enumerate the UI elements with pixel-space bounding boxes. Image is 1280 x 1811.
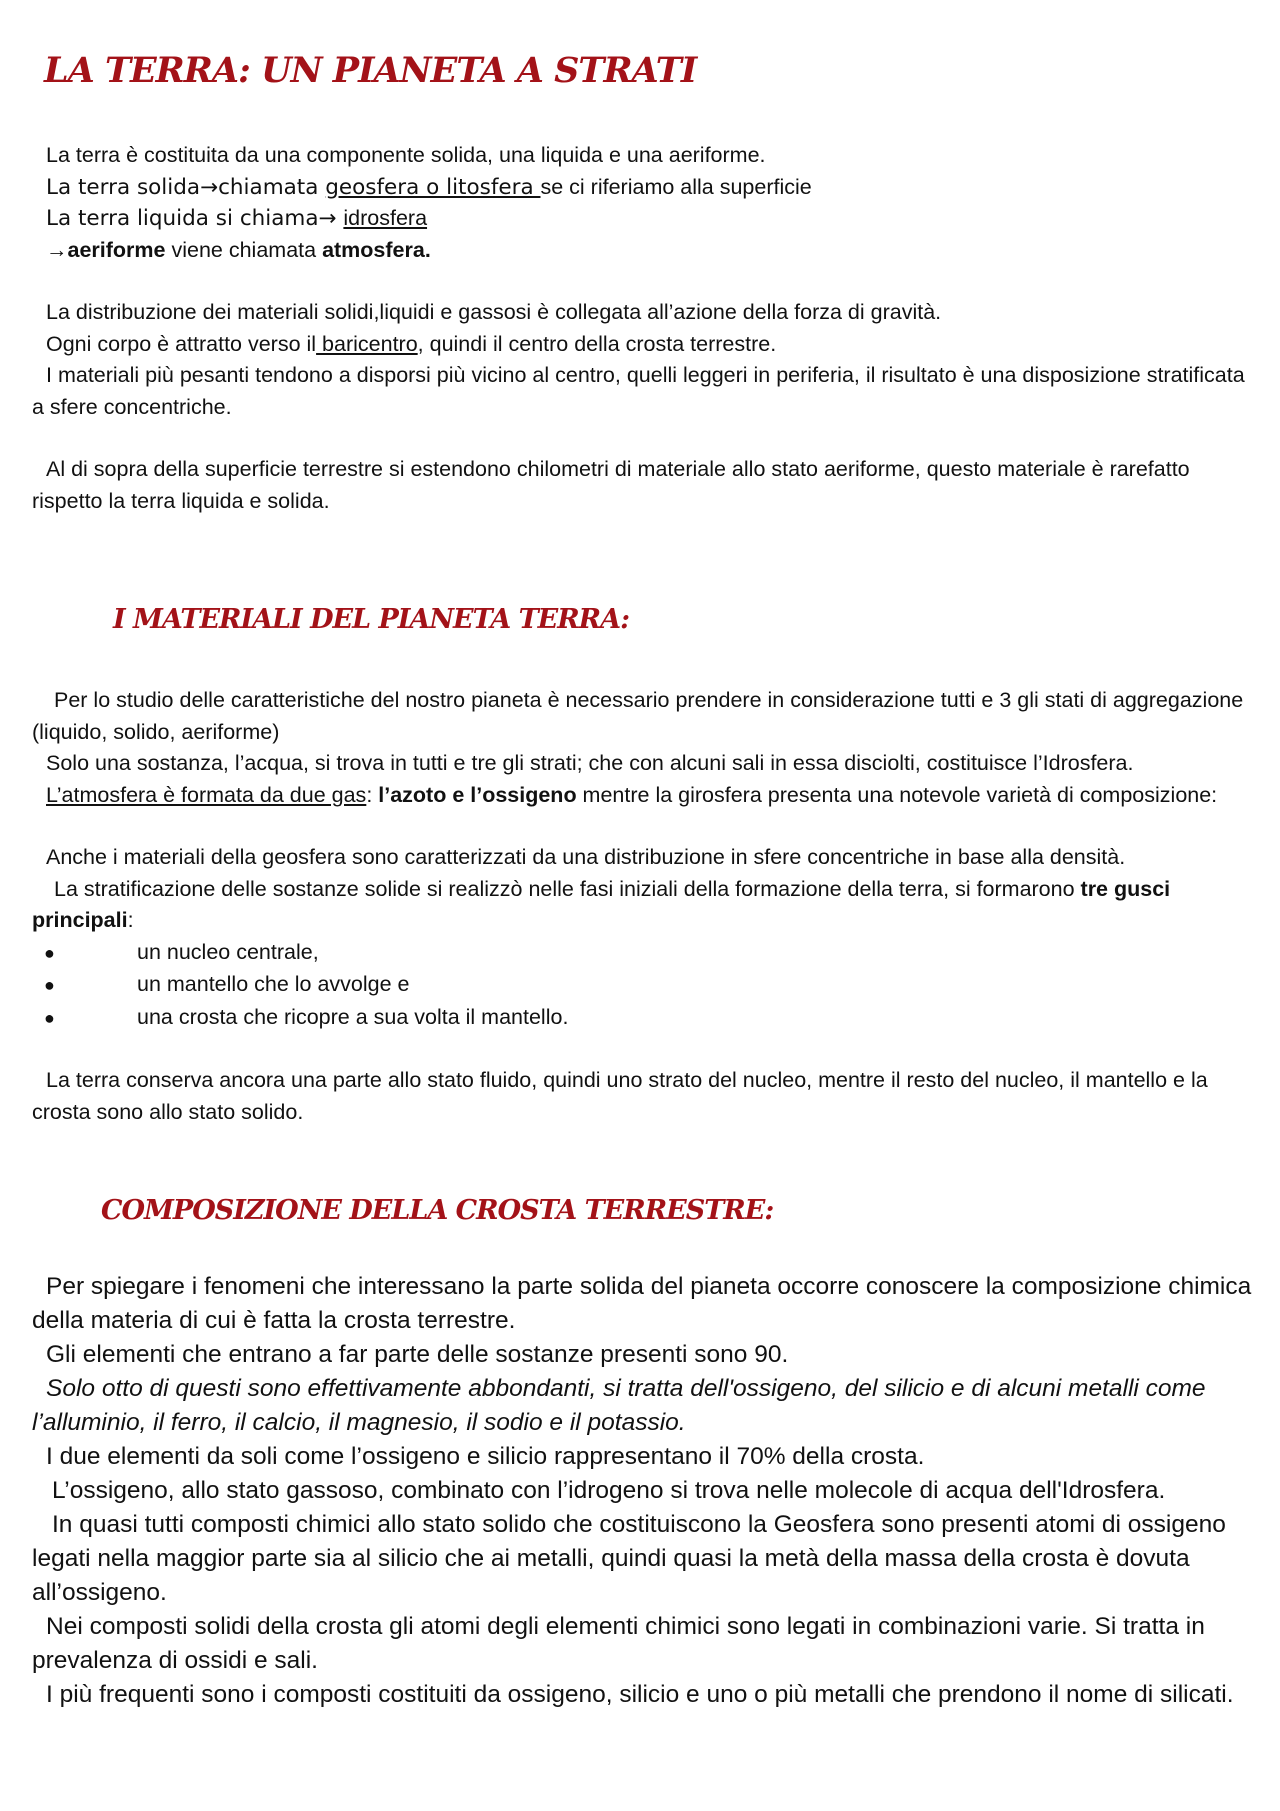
list-item-text: un mantello che lo avvolge e [137,972,410,996]
text-fragment: La stratificazione delle sostanze solide si realizzò nelle fasi iniziali della formazione della terra, si formarono [54,876,1081,901]
paragraph-line: Anche i materiali della geosfera sono caratterizzati da una distribuzione in sfere concentriche in base alla densità. [46,845,1126,869]
list-item [32,1002,1262,1035]
text-fragment: se ci riferiamo alla superficie [540,174,812,199]
paragraph-line: Per spiegare i fenomeni che interessano la parte solida del pianeta occorre conoscere la composizione chimica della materia di cui è fatta la crosta terrestre. [32,1273,1252,1334]
paragraph-line: Solo una sostanza, l’acqua, si trova in tutti e tre gli strati; che con alcuni sali in essa disciolti, costituisce l’Idrosfera. [46,751,1134,775]
paragraph-line: Al di sopra della superficie terrestre si estendono chilometri di materiale allo stato aeriforme, questo materiale è rarefatto rispetto la terra liquida e solida. [32,457,1190,513]
title-earth-layers: LA TERRA: UN PIANETA A STRATI [44,50,697,91]
paragraph-line [32,874,1262,937]
text-fragment: La terra solida→chiamata [46,174,326,200]
underlined-term: geosfera o litosfera [325,174,541,200]
text-fragment: : [127,908,134,932]
paragraph-line [32,203,1262,235]
text-fragment: Ogni corpo è attratto verso il [46,331,317,356]
text-fragment: viene chiamata [165,237,323,262]
underlined-term: baricentro [316,331,418,356]
bullet-icon: ● [44,1007,55,1028]
paragraph-line: I più frequenti sono i composti costituiti da ossigeno, silicio e uno o più metalli che prendono il nome di silicati. [46,1681,1234,1708]
text-fragment: : [366,782,379,807]
bullet-icon: ● [44,942,55,963]
paragraph-line: I materiali più pesanti tendono a disporsi più vicino al centro, quelli leggeri in periferia, il risultato è una disposizione stratificata a sfere concentriche. [32,363,1245,419]
bold-term: tre gusci principali [32,876,1171,932]
paragraph-line [32,780,1262,812]
section-earth-materials [32,685,1262,1128]
bold-term: →aeriforme [46,237,166,262]
text-fragment: La terra liquida si chiama→ [46,206,344,231]
paragraph-line: La terra è costituita da una componente solida, una liquida e una aeriforme. [46,143,766,167]
paragraph-line [32,235,1262,267]
paragraph-line: L’ossigeno, allo stato gassoso, combinato con l’idrogeno si trova nelle molecole di acqua dell'Idrosfera. [52,1477,1166,1504]
title-crust-composition: COMPOSIZIONE DELLA CROSTA TERRESTRE: [101,1195,774,1226]
underlined-term: idrosfera [343,206,428,230]
text-fragment: , quindi il centro della crosta terrestre. [417,331,777,356]
paragraph-line: La distribuzione dei materiali solidi,liquidi e gassosi è collegata all’azione della forza di gravità. [46,300,942,324]
paragraph-line: I due elementi da soli come l’ossigeno e silicio rappresentano il 70% della crosta. [46,1443,925,1470]
bold-term: atmosfera. [322,237,431,262]
bold-term: l’azoto e l’ossigeno [378,782,577,807]
paragraph-line: Nei composti solidi della crosta gli atomi degli elementi chimici sono legati in combinazioni varie. Si tratta in prevalenza di ossidi e sali. [32,1613,1205,1674]
paragraph-line [32,329,1262,361]
list-item-text: una crosta che ricopre a sua volta il mantello. [137,1004,569,1029]
section-crust-composition [32,1270,1262,1712]
paragraph-line: Per lo studio delle caratteristiche del nostro pianeta è necessario prendere in considerazione tutti e 3 gli stati di aggregazione (liquido, solido, aeriforme) [32,688,1244,744]
list-item [32,969,1262,1002]
underlined-term: L’atmosfera è formata da due gas [46,782,367,807]
text-fragment: mentre la girosfera presenta una notevole varietà di composizione: [576,782,1218,807]
title-earth-materials: I MATERIALI DEL PIANETA TERRA: [113,604,630,635]
paragraph-line: Solo otto di questi sono effettivamente abbondanti, si tratta dell'ossigeno, del silicio e di alcuni metalli come l’alluminio, il ferro, il calcio, il magnesio, il sodio e il potassio. [32,1375,1206,1436]
list-item [32,937,1262,970]
bullet-icon: ● [44,975,55,995]
list-item-text: un nucleo centrale, [137,939,319,964]
section-earth-layers [32,140,1262,517]
paragraph-line [32,172,1262,204]
paragraph-line: Gli elementi che entrano a far parte delle sostanze presenti sono 90. [46,1341,789,1368]
paragraph-line: La terra conserva ancora una parte allo stato fluido, quindi uno strato del nucleo, mentre il resto del nucleo, il mantello e la crosta sono allo stato solido. [32,1068,1208,1124]
paragraph-line: In quasi tutti composti chimici allo stato solido che costituiscono la Geosfera sono presenti atomi di ossigeno legati nella maggior parte sia al silicio che ai metalli, quindi quasi la metà della massa della crosta è dovuta all’ossigeno. [32,1511,1226,1606]
